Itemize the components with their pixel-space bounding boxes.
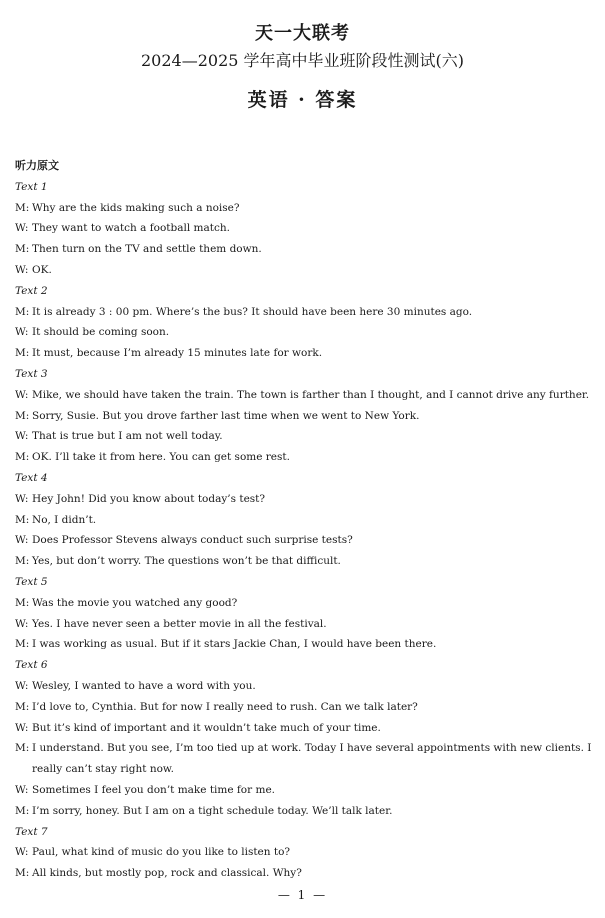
speaker-label: M:: [15, 638, 30, 651]
dialogue-line: [15, 551, 593, 572]
dialogue-line: [15, 530, 593, 551]
speaker-label: M:: [15, 513, 30, 526]
speaker-label: W:: [15, 721, 29, 734]
text-label: Text 6: [15, 659, 48, 672]
speaker-label: M:: [15, 305, 30, 318]
text-label: Text 2: [15, 284, 48, 297]
utterance-text: Wesley, I wanted to have a word with you.: [32, 679, 256, 692]
text-label: Text 3: [15, 367, 48, 380]
utterance-text: Paul, what kind of music do you like to listen to?: [32, 846, 291, 859]
utterance-text: No, I didn’t.: [32, 513, 97, 526]
dialogue-line: [15, 406, 593, 427]
document-header: [0, 23, 605, 112]
speaker-label: M:: [15, 243, 30, 256]
dialogue-line: [15, 343, 593, 364]
speaker-label: M:: [15, 347, 30, 360]
dialogue-line: [15, 718, 593, 739]
utterance-text: Sorry, Susie. But you drove farther last time when we went to New York.: [32, 409, 420, 422]
speaker-label: W:: [15, 222, 29, 235]
text-label: Text 4: [15, 471, 48, 484]
speaker-label: W:: [15, 846, 29, 859]
speaker-label: W:: [15, 263, 29, 276]
utterance-text: OK. I’ll take it from here. You can get some rest.: [32, 451, 290, 464]
transcript-body: [15, 156, 593, 884]
dialogue-line: [15, 634, 593, 655]
utterance-text: Mike, we should have taken the train. The town is farther than I thought, and I cannot drive any further.: [32, 388, 590, 401]
speaker-label: M:: [15, 867, 30, 880]
dialogue-line: [15, 447, 593, 468]
speaker-label: M:: [15, 596, 30, 609]
dialogue-line: [15, 510, 593, 531]
utterance-text: OK.: [32, 263, 52, 276]
dialogue-line: [15, 302, 593, 323]
dialogue-line: [15, 239, 593, 260]
speaker-label: W:: [15, 388, 29, 401]
dialogue-line: [15, 260, 593, 281]
utterance-text: Hey John! Did you know about today’s test?: [32, 492, 266, 505]
speaker-label: W:: [15, 617, 29, 630]
dialogue-line: [15, 426, 593, 447]
utterance-text: All kinds, but mostly pop, rock and classical. Why?: [32, 867, 302, 880]
subject-title: 英语 · 答案: [247, 89, 358, 111]
utterance-text: Then turn on the TV and settle them down.: [32, 243, 262, 256]
dialogue-line: [15, 198, 593, 219]
utterance-text: It must, because I’m already 15 minutes late for work.: [32, 347, 323, 360]
dialogue-line: [15, 676, 593, 697]
text-label: Text 7: [15, 825, 48, 838]
dialogue-line: [15, 385, 593, 406]
speaker-label: M:: [15, 409, 30, 422]
dialogue-line: [15, 614, 593, 635]
utterance-text: Sometimes I feel you don’t make time for me.: [32, 783, 275, 796]
dialogue-line: [15, 738, 593, 780]
speaker-label: M:: [15, 451, 30, 464]
utterance-text: I was working as usual. But if it stars Jackie Chan, I would have been there.: [32, 638, 437, 651]
utterance-text: They want to watch a football match.: [32, 222, 230, 235]
dialogue-line: [15, 842, 593, 863]
utterance-text: Was the movie you watched any good?: [32, 596, 238, 609]
utterance-text: Why are the kids making such a noise?: [32, 201, 240, 214]
speaker-label: M:: [15, 700, 30, 713]
utterance-text: That is true but I am not well today.: [32, 430, 223, 443]
speaker-label: M:: [15, 555, 30, 568]
page-number: — 1 —: [277, 888, 328, 902]
utterance-text: Yes, but don’t worry. The questions won’t be that difficult.: [32, 555, 341, 568]
exam-organizer: 天一大联考: [255, 23, 350, 44]
dialogue-line: [15, 863, 593, 884]
utterance-text: It is already 3 : 00 pm. Where’s the bus? It should have been here 30 minutes ago.: [32, 305, 473, 318]
exam-title: 2024—2025 学年高中毕业班阶段性测试(六): [140, 51, 464, 70]
dialogue-line: [15, 593, 593, 614]
dialogue-line: [15, 322, 593, 343]
dialogue-line: [15, 697, 593, 718]
speaker-label: M:: [15, 201, 30, 214]
speaker-label: M:: [15, 742, 30, 755]
speaker-label: W:: [15, 679, 29, 692]
speaker-label: W:: [15, 492, 29, 505]
utterance-text: I’m sorry, honey. But I am on a tight schedule today. We’ll talk later.: [32, 804, 393, 817]
utterance-text: But it’s kind of important and it wouldn’t take much of your time.: [32, 721, 381, 734]
utterance-text: I’d love to, Cynthia. But for now I really need to rush. Can we talk later?: [32, 700, 418, 713]
utterance-text: I understand. But you see, I’m too tied up at work. Today I have several appointments with new clients. I really can’t stay right now.: [32, 742, 592, 776]
speaker-label: W:: [15, 326, 29, 339]
speaker-label: W:: [15, 430, 29, 443]
speaker-label: W:: [15, 783, 29, 796]
section-title: 听力原文: [15, 159, 59, 172]
speaker-label: M:: [15, 804, 30, 817]
utterance-text: Yes. I have never seen a better movie in all the festival.: [32, 617, 327, 630]
text-label: Text 1: [15, 180, 48, 193]
utterance-text: It should be coming soon.: [32, 326, 170, 339]
utterance-text: Does Professor Stevens always conduct such surprise tests?: [32, 534, 353, 547]
dialogue-line: [15, 801, 593, 822]
speaker-label: W:: [15, 534, 29, 547]
dialogue-line: [15, 489, 593, 510]
dialogue-line: [15, 218, 593, 239]
text-label: Text 5: [15, 575, 48, 588]
dialogue-line: [15, 780, 593, 801]
